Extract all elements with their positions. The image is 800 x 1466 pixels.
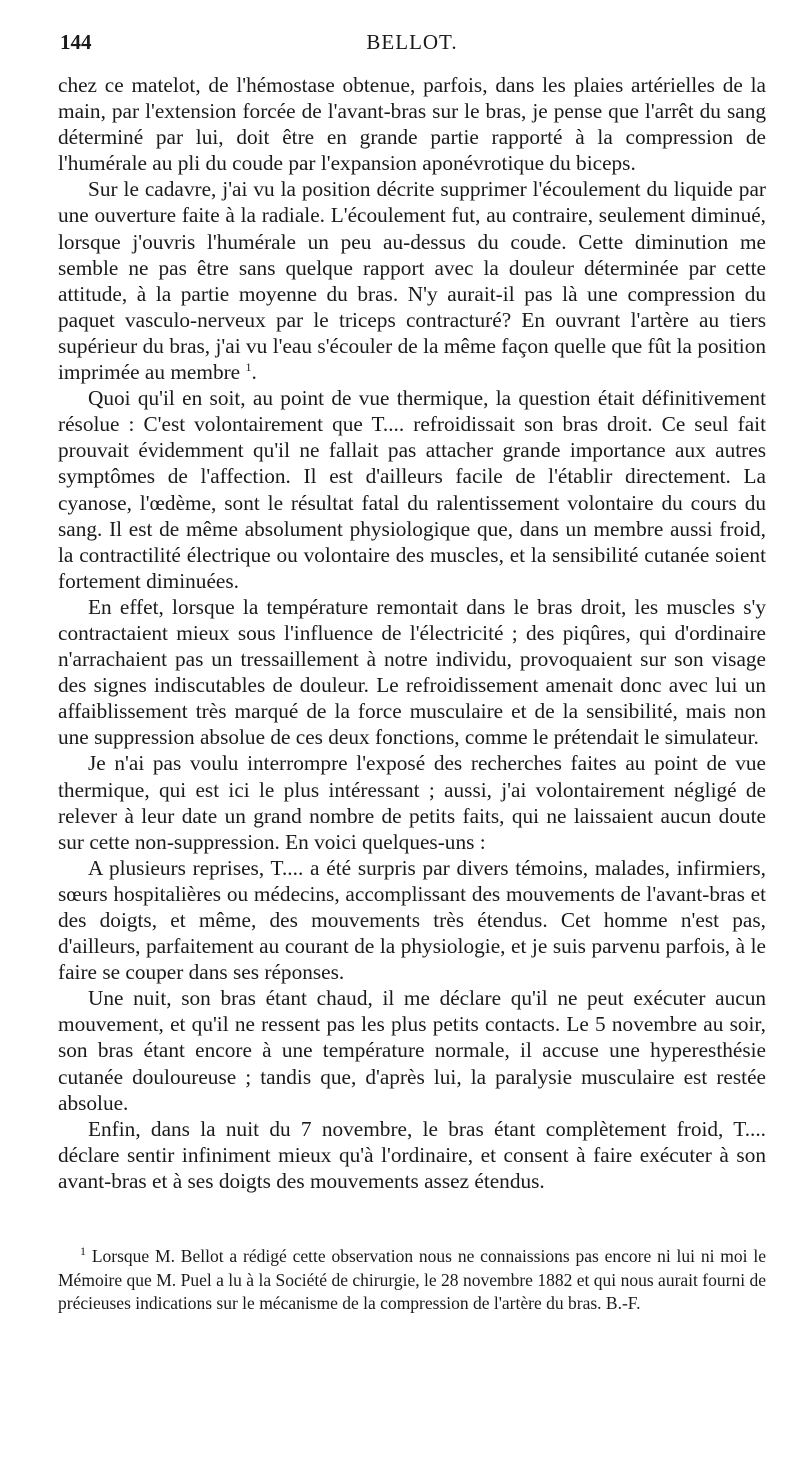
footnote-reference: 1	[245, 359, 252, 374]
paragraph: Enfin, dans la nuit du 7 novembre, le bras étant complètement froid, T.... déclare sentir infiniment mieux qu'à l'ordinaire, et consent à faire exécuter à son avant-bras et à ses doigts des mouvements assez étendus.	[58, 1116, 766, 1193]
footnote-paragraph	[58, 1245, 766, 1316]
paragraph: Quoi qu'il en soit, au point de vue thermique, la question était définitivement résolue : C'est volontairement que T.... refroidissait son bras droit. Ce seul fait prouvait évidemment qu'il ne fallait pas attacher grande importance aux autres symptômes de l'affection. Il est d'ailleurs facile de l'établir directement. La cyanose, l'œdème, sont le résultat fatal du ralentissement volontaire du cours du sang. Il est de même absolument physiologique que, dans un membre aussi froid, la contractilité électrique ou volontaire des muscles, et la sensibilité cutanée soient fortement diminuées.	[58, 386, 766, 593]
footnote-mark: 1	[80, 1244, 86, 1259]
paragraph: En effet, lorsque la température remontait dans le bras droit, les muscles s'y contractaient mieux sous l'influence de l'électricité ; des piqûres, qui d'ordinaire n'arrachaient pas un tressaillement à notre individu, provoquaient sur son visage des signes indiscutables de douleur. Le refroidissement amenait donc avec lui un affaiblissement très marqué de la force musculaire et de la sensibilité, mais non une suppression absolue de ces deux fonctions, comme le prétendait le simulateur.	[58, 594, 766, 750]
paragraph: chez ce matelot, de l'hémostase obtenue, parfois, dans les plaies artérielles de la main, par l'extension forcée de l'avant-bras sur le bras, je pense que l'arrêt du sang déterminé par lui, doit être en grande partie rapporté à la compression de l'humérale au pli du coude par l'expansion aponévrotique du biceps.	[58, 73, 766, 176]
paragraph: Je n'ai pas voulu interrompre l'exposé des recherches faites au point de vue thermique, qui est ici le plus intéressant ; aussi, j'ai volontairement négligé de relever à leur date un grand nombre de petits faits, qui ne laissaient aucun doute sur cette non-suppression. En voici quelques-uns :	[58, 751, 766, 854]
page-number: 144	[60, 30, 92, 54]
paragraph	[58, 176, 766, 385]
running-title: BELLOT.	[366, 30, 458, 54]
paragraph: A plusieurs reprises, T.... a été surpris par divers témoins, malades, infirmiers, sœurs hospitalières ou médecins, accomplissant des mouvements de l'avant-bras et des doigts, et même, des mouvements très étendus. Cet homme n'est pas, d'ailleurs, parfaitement au courant de la physiologie, et je suis parvenu parfois, à le faire se couper dans ses réponses.	[58, 855, 766, 985]
footnote	[58, 1245, 766, 1316]
footnote-text: Lorsque M. Bellot a rédigé cette observation nous ne connaissions pas encore ni lui ni moi le Mémoire que M. Puel a lu à la Société de chirurgie, le 28 novembre 1882 et qui nous aurait fourni de précieuses indications sur le mécanisme de la compression de l'artère du bras. B.-F.	[58, 1246, 767, 1313]
paragraph: Une nuit, son bras étant chaud, il me déclare qu'il ne peut exécuter aucun mouvement, et qu'il ne ressent pas les plus petits contacts. Le 5 novembre au soir, son bras étant encore à une température normale, il accuse une hyperesthésie cutanée douloureuse ; tandis que, d'après lui, la paralysie musculaire est restée absolue.	[58, 986, 766, 1115]
paragraph-end: .	[251, 360, 257, 385]
paragraph-text: Sur le cadavre, j'ai vu la position décrite supprimer l'écoulement du liquide par une ouverture faite à la radiale. L'écoulement fut, au contraire, seulement diminué, lorsque j'ouvris l'humérale un peu au-dessus du coude. Cette diminution me semble ne pas être sans quelque rapport avec la douleur déterminée par cette attitude, à la partie moyenne du bras. N'y aurait-il pas là une compression du paquet vasculo-nerveux par le triceps contracturé? En ouvrant l'artère au tiers supérieur du bras, j'ai vu l'eau s'écouler de la même façon quelle que fût la position imprimée au membre	[58, 177, 766, 385]
page-header	[60, 30, 764, 70]
body-text	[58, 72, 766, 1194]
